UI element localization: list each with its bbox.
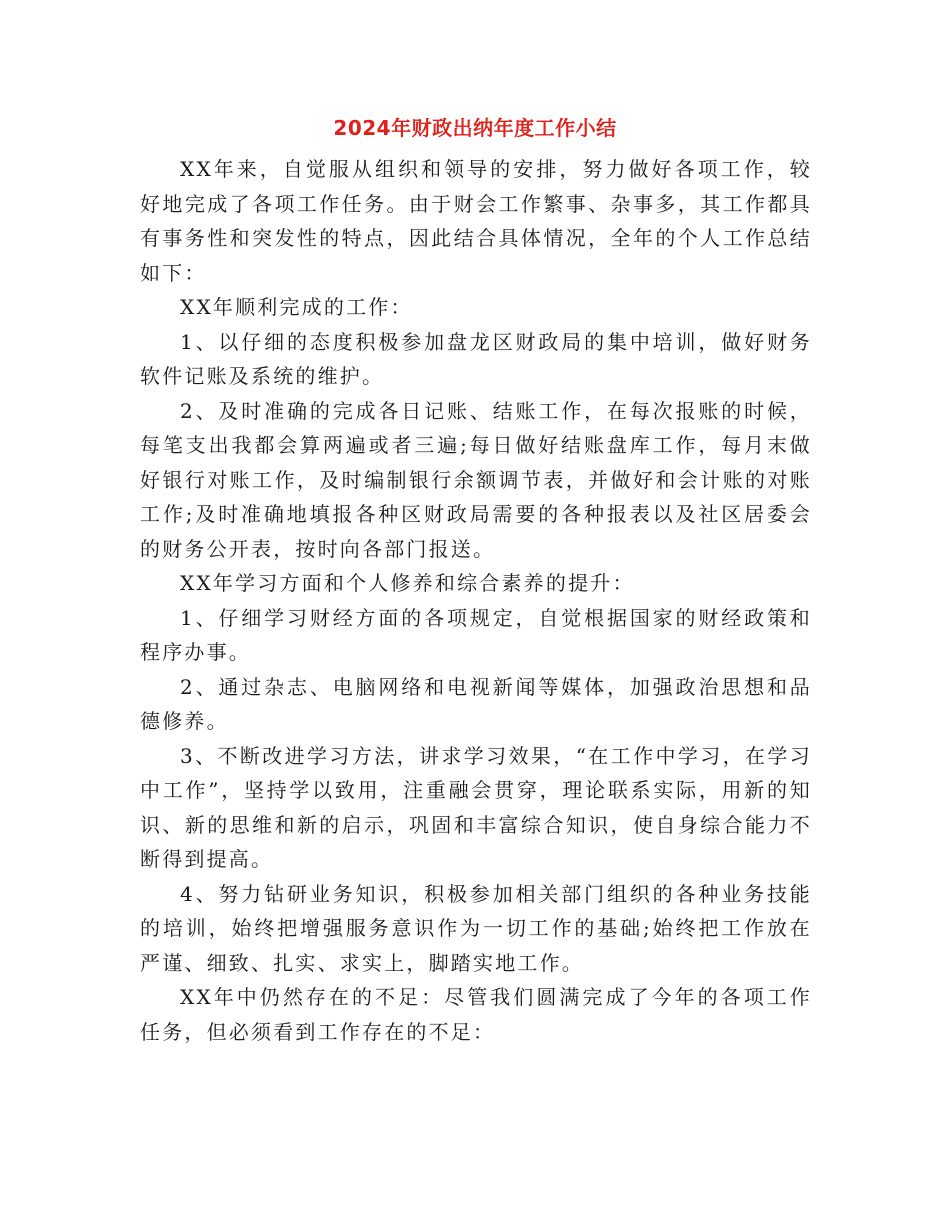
paragraph-learning-4: 4、努力钻研业务知识，积极参加相关部门组织的各种业务技能的培训，始终把增强服务意识作为一切工作的基础;始终把工作放在严谨、细致、扎实、求实上，脚踏实地工作。 [140,881,812,975]
paragraph-learning-3: 3、不断改进学习方法，讲求学习效果，“在工作中学习，在学习中工作”，坚持学以致用，注重融会贯穿，理论联系实际，用新的知识、新的思维和新的启示，巩固和丰富综合知识，使自身综合能力不断得到提高。 [140,743,812,871]
paragraph-completed-1: 1、以仔细的态度积极参加盘龙区财政局的集中培训，做好财务软件记账及系统的维护。 [140,329,812,388]
paragraph-completed-2: 2、及时准确的完成各日记账、结账工作，在每次报账的时候，每笔支出我都会算两遍或者三遍;每日做好结账盘库工作，每月末做好银行对账工作，及时编制银行余额调节表，并做好和会计账的对账工作;及时准确地填报各种区财政局需要的各种报表以及社区居委会的财务公开表，按时向各部门报送。 [140,398,812,561]
paragraph-learning-2: 2、通过杂志、电脑网络和电视新闻等媒体，加强政治思想和品德修养。 [140,674,812,733]
paragraph-shortcomings: XX年中仍然存在的不足：尽管我们圆满完成了今年的各项工作任务，但必须看到工作存在的不足： [140,985,812,1044]
paragraph-learning-1: 1、仔细学习财经方面的各项规定，自觉根据国家的财经政策和程序办事。 [140,605,812,664]
document-body [140,152,812,1049]
paragraph-intro: XX年来，自觉服从组织和领导的安排，努力做好各项工作，较好地完成了各项工作任务。由于财会工作繁事、杂事多，其工作都具有事务性和突发性的特点，因此结合具体情况，全年的个人工作总结如下： [140,157,812,285]
document-title: 2024年财政出纳年度工作小结 [333,116,617,140]
paragraph-heading-completed: XX年顺利完成的工作： [180,295,413,319]
paragraph-heading-learning: XX年学习方面和个人修养和综合素养的提升： [180,571,635,595]
